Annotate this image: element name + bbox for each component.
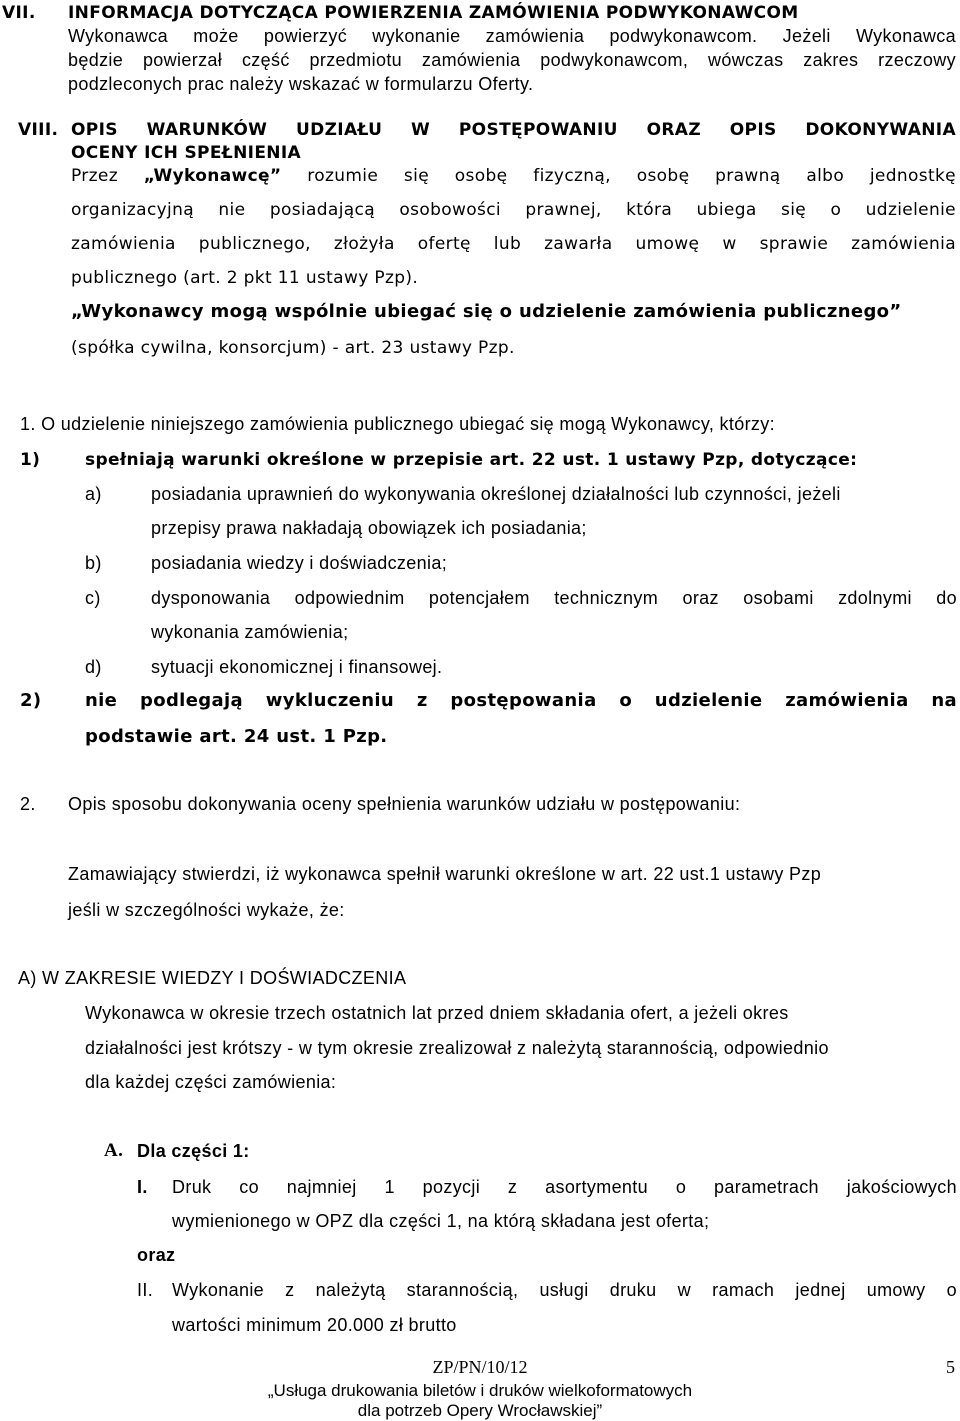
joint-bidding-note: (spółka cywilna, konsorcjum) - art. 23 ustawy Pzp. [71, 338, 515, 358]
section-7-number: VII. [2, 3, 36, 23]
point-1-intro: 1. O udzielenie niniejszego zamówienia publicznego ubiegać się mogą Wykonawcy, którzy: [20, 414, 775, 434]
subitem-a-line-1: posiadania uprawnień do wykonywania określonej działalności lub czynności, jeżeli [151, 484, 841, 504]
section-a-line-2: działalności jest krótszy - w tym okresie zrealizował z należytą starannością, odpowiednio [85, 1038, 829, 1058]
footer-title-line-1: „Usługa drukowania biletów i druków wielkoformatowych [267, 1381, 693, 1400]
wykonawca-term: „Wykonawcę” [143, 166, 282, 186]
wykonawca-definition-line-4: publicznego (art. 2 pkt 11 ustawy Pzp). [71, 268, 419, 288]
wykonawca-definition-line-1: Przez „Wykonawcę” rozumie się osobę fizyczną, osobę prawną albo jednostkę [71, 166, 956, 186]
section-8-number: VIII. [18, 120, 59, 140]
item-2-number: 2) [20, 690, 42, 711]
section-a-heading: A) W ZAKRESIE WIEDZY I DOŚWIADCZENIA [18, 968, 407, 988]
section-8-heading-line-1: OPIS WARUNKÓW UDZIAŁU W POSTĘPOWANIU ORAZ OPIS DOKONYWANIA [71, 120, 956, 140]
item-2-line-1: nie podlegają wykluczeniu z postępowania o udzielenie zamówienia na [85, 690, 957, 711]
subitem-d-letter: d) [85, 657, 102, 677]
section-a-line-1: Wykonawca w okresie trzech ostatnich lat przed dniem składania ofert, a jeżeli okres [85, 1003, 789, 1023]
part-letter: A. [104, 1140, 124, 1161]
subitem-c-letter: c) [85, 588, 101, 608]
point-2-paragraph-line-2: jeśli w szczególności wykaże, że: [68, 900, 345, 920]
item-1-text: spełniają warunki określone w przepisie art. 22 ust. 1 ustawy Pzp, dotyczące: [85, 450, 858, 470]
footer-page-number: 5 [946, 1357, 956, 1377]
section-7-line-3: podzleconych prac należy wskazać w formularzu Oferty. [68, 74, 534, 94]
point-2-number: 2. [20, 794, 36, 814]
item-1-number: 1) [20, 450, 41, 470]
subitem-a-line-2: przepisy prawa nakładają obowiązek ich posiadania; [151, 518, 587, 538]
wykonawca-definition-line-2: organizacyjną nie posiadającą osobowości prawnej, która ubiega się o udzielenie [71, 200, 956, 220]
footer-reference-code: ZP/PN/10/12 [432, 1357, 528, 1377]
oraz-connector: oraz [137, 1245, 176, 1265]
point-2-text: Opis sposobu dokonywania oceny spełnienia warunków udziału w postępowaniu: [68, 794, 741, 814]
subitem-c-line-1: dysponowania odpowiednim potencjałem technicznym oraz osobami zdolnymi do [151, 588, 957, 608]
subitem-c-line-2: wykonania zamówienia; [151, 622, 349, 642]
requirement-ii-line-2: wartości minimum 20.000 zł brutto [172, 1315, 457, 1335]
item-2-line-2: podstawie art. 24 ust. 1 Pzp. [85, 726, 388, 747]
section-a-line-3: dla każdej części zamówienia: [85, 1072, 337, 1092]
point-2-paragraph-line-1: Zamawiający stwierdzi, iż wykonawca spełnił warunki określone w art. 22 ust.1 ustawy Pzp [68, 864, 822, 884]
subitem-d-line-1: sytuacji ekonomicznej i finansowej. [151, 657, 443, 677]
requirement-i-number: I. [137, 1177, 148, 1197]
subitem-b-line-1: posiadania wiedzy i doświadczenia; [151, 553, 448, 573]
subitem-a-letter: a) [85, 484, 102, 504]
section-8-heading-line-2: OCENY ICH SPEŁNIENIA [71, 143, 302, 163]
requirement-i-line-2: wymienionego w OPZ dla części 1, na którą składana jest oferta; [172, 1211, 710, 1231]
subitem-b-letter: b) [85, 553, 102, 573]
requirement-ii-number: II. [137, 1280, 154, 1300]
section-7-heading: INFORMACJA DOTYCZĄCA POWIERZENIA ZAMÓWIENIA PODWYKONAWCOM [68, 3, 799, 23]
section-7-line-2: będzie powierzał część przedmiotu zamówienia podwykonawcom, wówczas zakres rzeczowy [68, 50, 956, 70]
requirement-ii-line-1: Wykonanie z należytą starannością, usługi druku w ramach jednej umowy o [172, 1280, 957, 1300]
wykonawca-definition-line-3: zamówienia publicznego, złożyła ofertę lub zawarła umowę w sprawie zamówienia [71, 234, 956, 254]
part-title: Dla części 1: [137, 1141, 250, 1161]
requirement-i-line-1: Druk co najmniej 1 pozycji z asortymentu o parametrach jakościowych [172, 1177, 957, 1197]
joint-bidding-statement: „Wykonawcy mogą wspólnie ubiegać się o udzielenie zamówienia publicznego” [71, 301, 902, 322]
footer-title-line-2: dla potrzeb Opery Wrocławskiej” [357, 1401, 603, 1420]
section-7-line-1: Wykonawca może powierzyć wykonanie zamówienia podwykonawcom. Jeżeli Wykonawca [68, 26, 956, 46]
